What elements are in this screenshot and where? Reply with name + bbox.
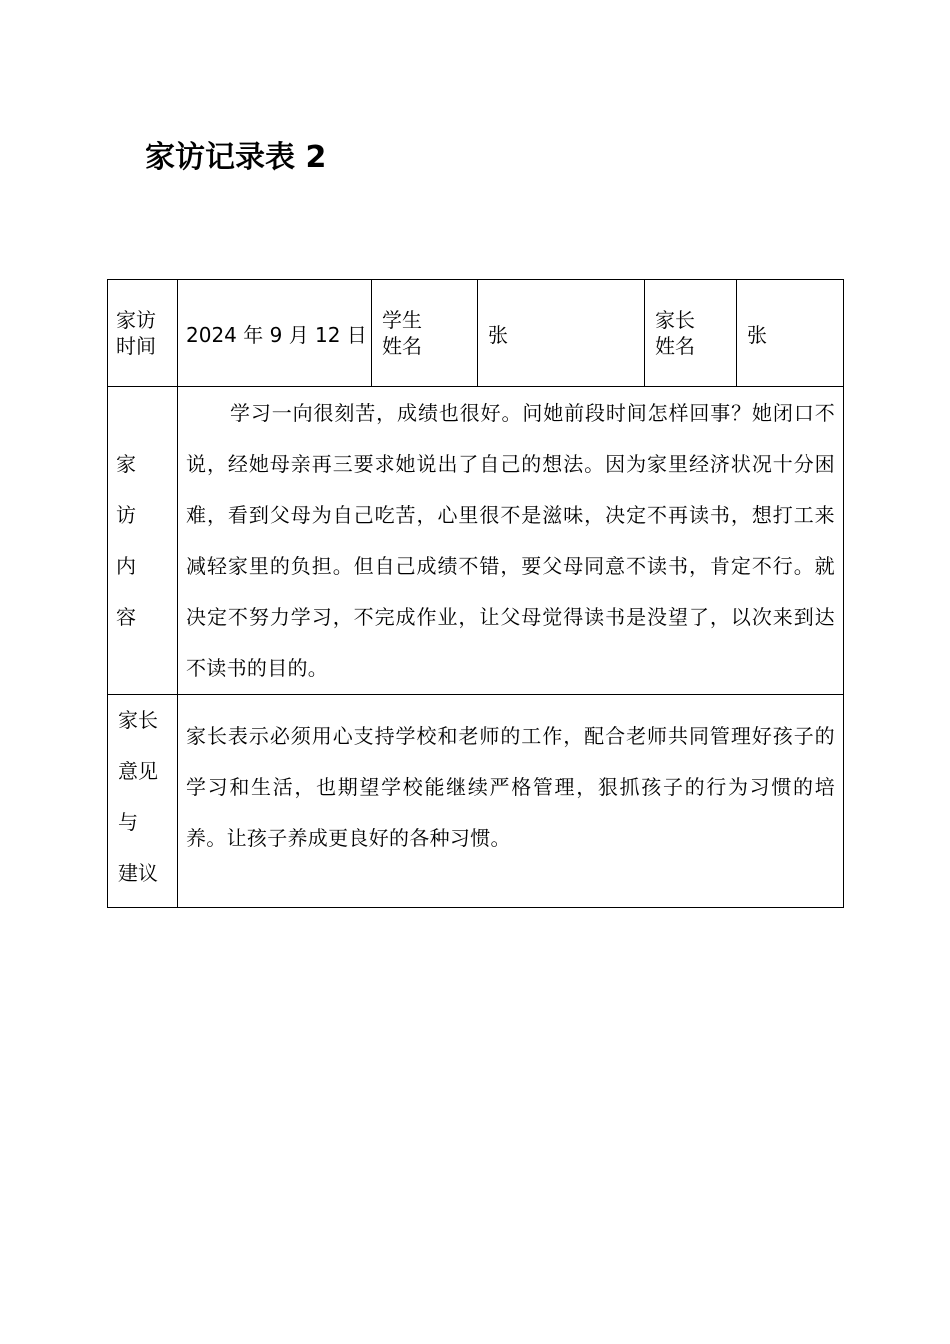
student-name-value: 张 <box>478 280 645 387</box>
home-visit-record-table <box>107 279 844 908</box>
parent-name-value: 张 <box>737 280 844 387</box>
page-title: 家访记录表 2 <box>145 140 327 175</box>
visit-content-text: 学习一向很刻苦，成绩也很好。问她前段时间怎样回事？她闭口不说，经她母亲再三要求她说出了自己的想法。因为家里经济状况十分困难，看到父母为自己吃苦，心里很不是滋味，决定不再读书，想打工来减轻家里的负担。但自己成绩不错，要父母同意不读书，肯定不行。就决定不努力学习，不完成作业，让父母觉得读书是没望了，以次来到达不读书的目的。 <box>178 387 844 695</box>
visit-content-row <box>108 387 844 695</box>
parent-opinion-label: 家长 意见 与 建议 <box>108 695 178 908</box>
student-name-label: 学生 姓名 <box>372 280 478 387</box>
visit-time-value: 2024 年 9 月 12 日 <box>178 280 372 387</box>
parent-opinion-row <box>108 695 844 908</box>
header-row <box>108 280 844 387</box>
parent-name-label: 家长 姓名 <box>645 280 737 387</box>
parent-opinion-text: 家长表示必须用心支持学校和老师的工作，配合老师共同管理好孩子的学习和生活，也期望学校能继续严格管理，狠抓孩子的行为习惯的培养。让孩子养成更良好的各种习惯。 <box>178 695 844 908</box>
visit-content-label: 家 访 内 容 <box>108 387 178 695</box>
visit-time-label: 家访 时间 <box>108 280 178 387</box>
